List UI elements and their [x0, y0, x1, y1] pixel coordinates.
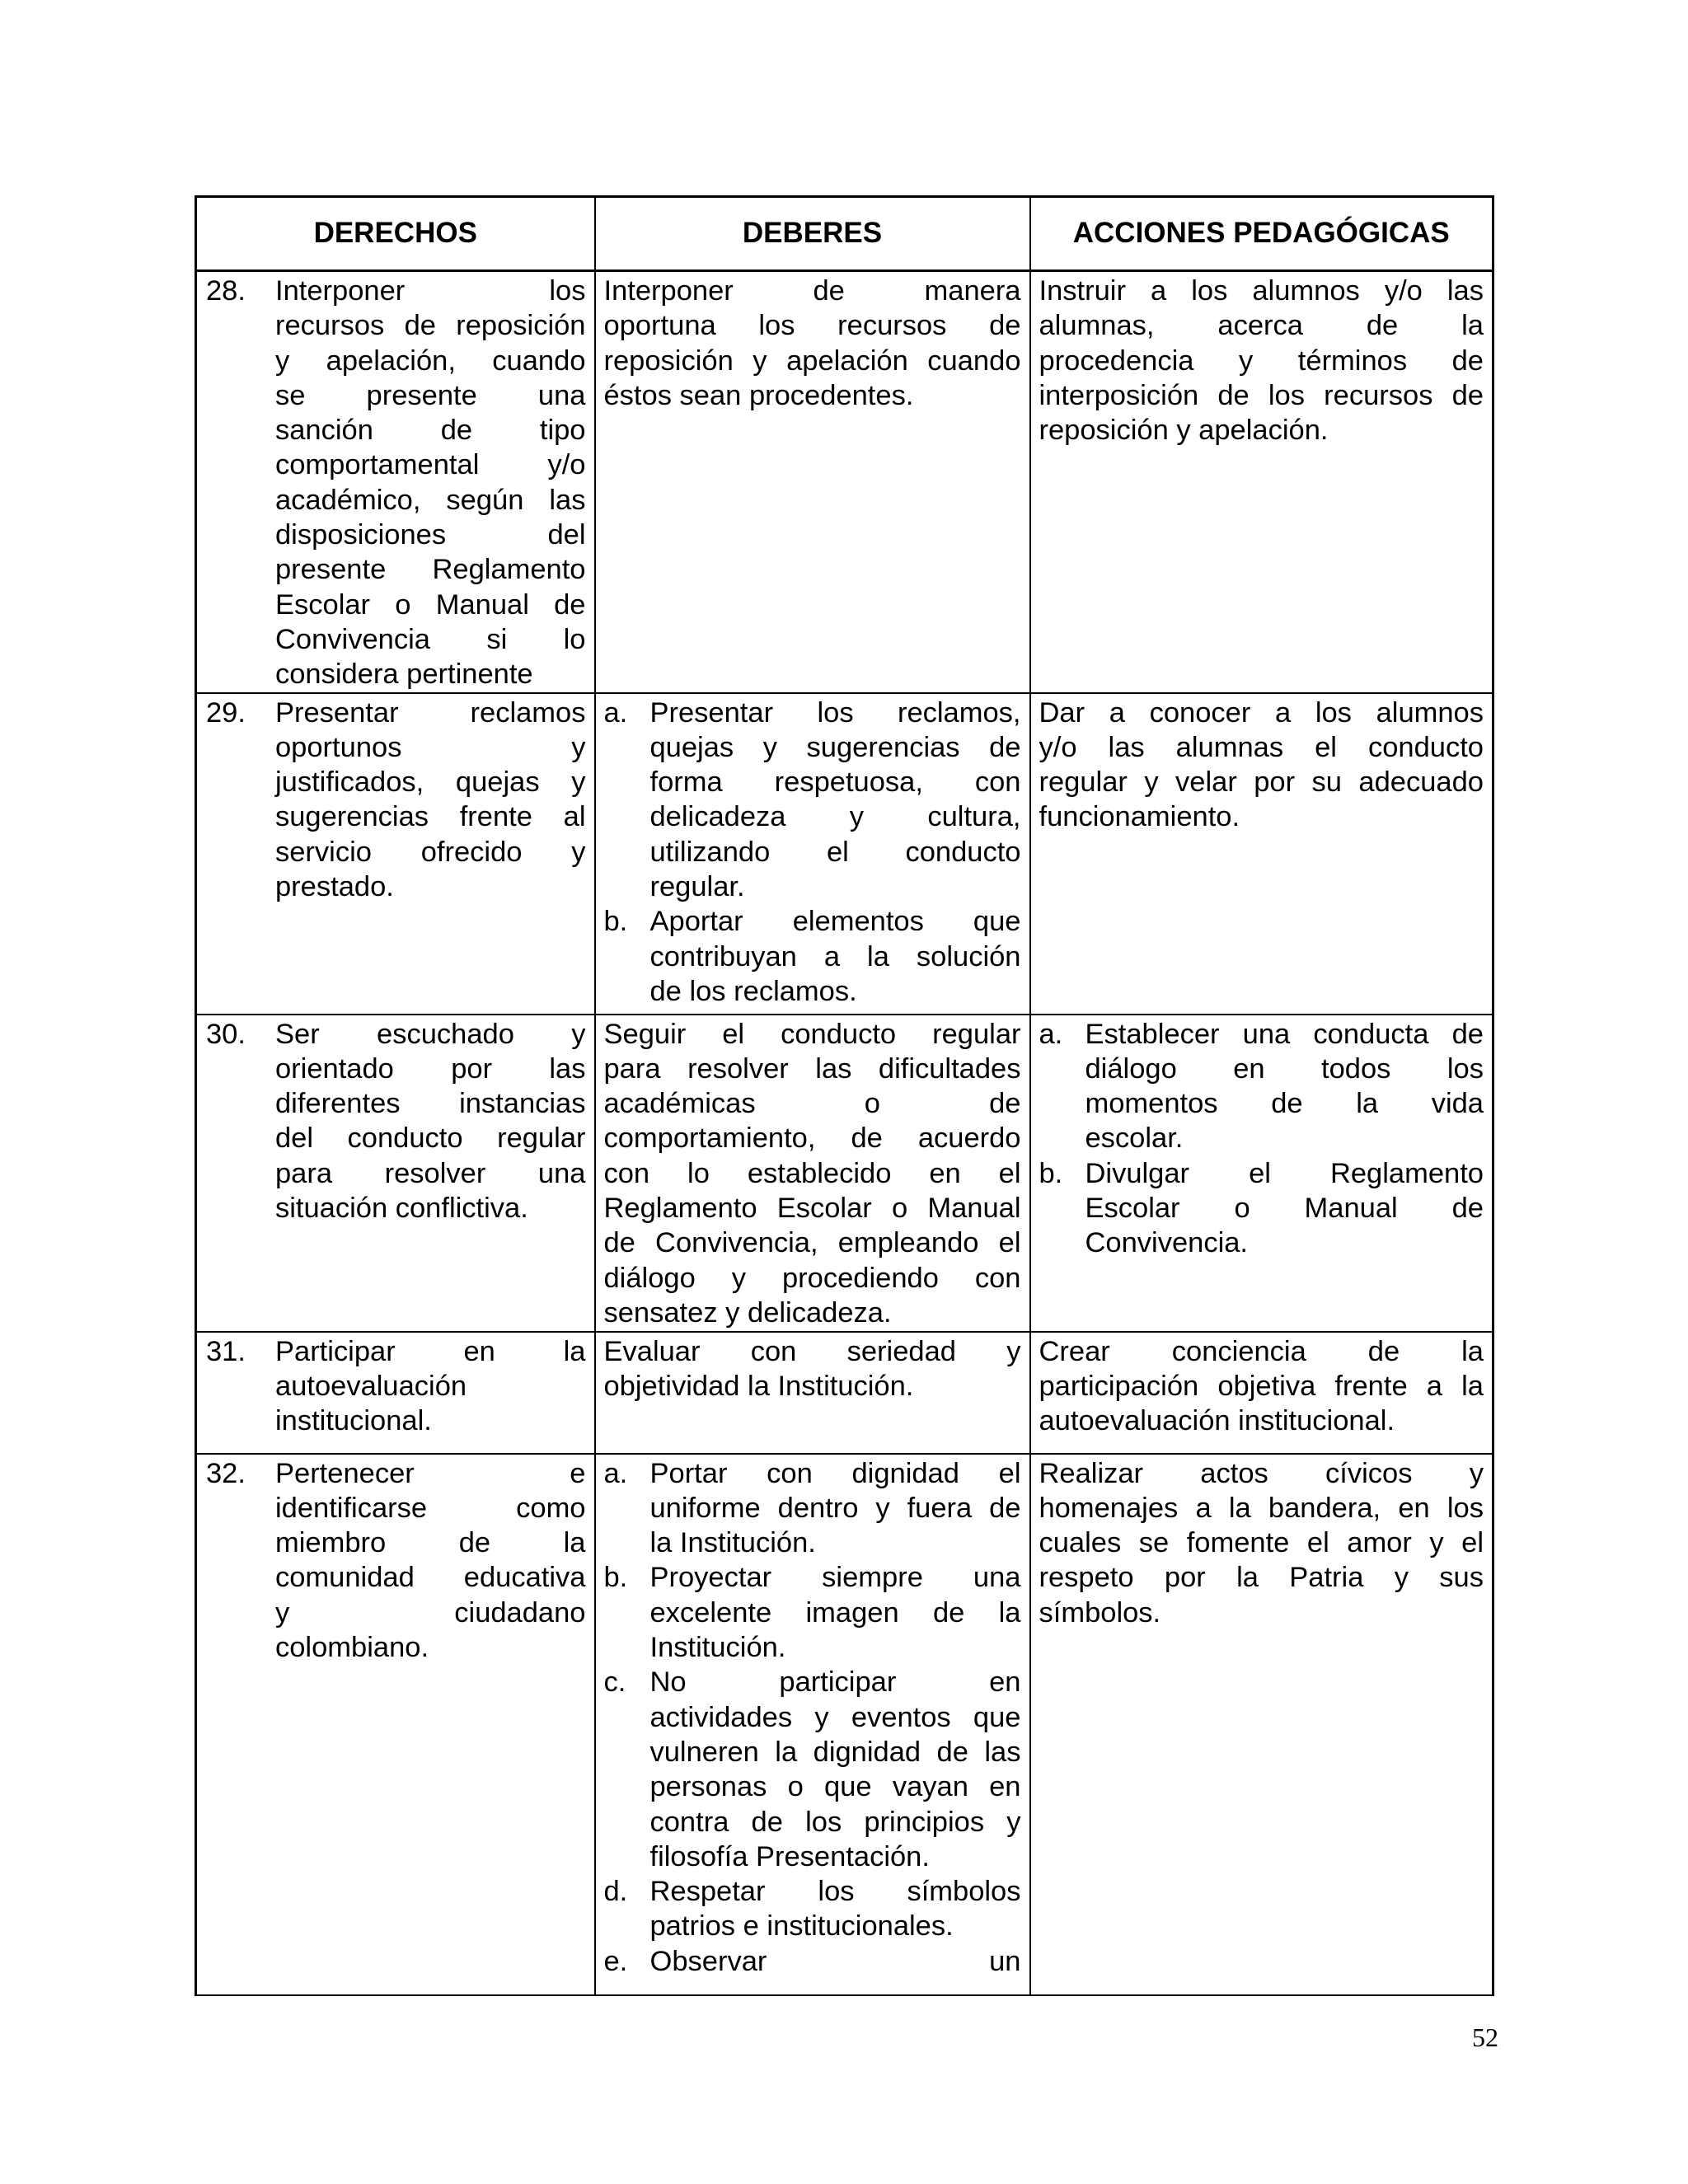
list-item: [604, 1944, 1021, 1979]
text-line: prestado.: [275, 871, 394, 903]
list-item-text: [650, 696, 1021, 905]
text-line: Ser escuchado y: [275, 1018, 586, 1050]
text-line: con lo establecido en el: [603, 1157, 1021, 1189]
derecho-text: [275, 274, 586, 692]
text-line: Aportar elementos que: [649, 906, 1021, 938]
table-body: [196, 271, 1493, 1995]
deber-cell: [595, 271, 1030, 693]
list-marker: b.: [603, 1562, 628, 1594]
text-line: comportamiento, de acuerdo: [603, 1122, 1021, 1155]
text-line: filosofía Presentación.: [649, 1840, 930, 1872]
derecho-text: [275, 696, 586, 905]
text-line: excelente imagen de la: [649, 1596, 1021, 1629]
text-line: Interponer de manera: [603, 275, 1021, 307]
text-line: Interponer los: [275, 275, 586, 307]
derecho-cell: [196, 693, 595, 1015]
list-marker: e.: [603, 1945, 628, 1977]
text-line: Pertenecer e: [275, 1457, 586, 1489]
derecho-item: [205, 1334, 586, 1439]
list-item-text: [650, 904, 1021, 1009]
text-line: uniforme dentro y fuera de: [649, 1492, 1021, 1524]
text-line: y/o las alumnas el conducto: [1039, 731, 1484, 763]
list-marker: a.: [603, 1457, 628, 1489]
text-line: procedencia y términos de: [1039, 344, 1484, 377]
item-number: 28.: [206, 275, 246, 307]
text-line: homenajes a la bandera, en los: [1039, 1492, 1484, 1524]
text-line: sugerencias frente al: [275, 801, 586, 833]
deber-cell: [595, 693, 1030, 1015]
text-line: sensatez y delicadeza.: [603, 1296, 892, 1329]
list-marker: d.: [603, 1876, 628, 1908]
text-line: orientado por las: [275, 1052, 586, 1085]
text-line: participación objetiva frente a la: [1039, 1370, 1484, 1402]
text-line: recursos de reposición: [275, 310, 586, 342]
text-line: colombiano.: [275, 1632, 429, 1664]
table-row: [196, 693, 1493, 1015]
text-line: la Institución.: [649, 1527, 816, 1559]
list-marker: b.: [1039, 1157, 1063, 1189]
text-line: Institución.: [649, 1632, 786, 1664]
text-line: contribuyan a la solución: [649, 940, 1021, 972]
text-line: contra de los principios y: [649, 1806, 1021, 1838]
text-line: Reglamento Escolar o Manual: [603, 1193, 1021, 1225]
text-line: sanción de tipo: [275, 415, 586, 447]
text-line: considera pertinente: [275, 658, 533, 691]
text-line: Divulgar el Reglamento: [1085, 1157, 1484, 1189]
text-line: Proyectar siempre una: [649, 1562, 1021, 1594]
text-line: académico, según las: [275, 484, 586, 516]
list-marker: c.: [603, 1666, 626, 1699]
text-line: No participar en: [649, 1666, 1021, 1699]
list-item: [604, 1456, 1021, 1561]
list-item-text: [650, 1456, 1021, 1561]
text-line: actividades y eventos que: [649, 1701, 1021, 1733]
text-line: Presentar reclamos: [275, 696, 586, 729]
text-line: alumnas, acerca de la: [1039, 310, 1484, 342]
accion-cell: [1030, 1015, 1493, 1332]
table-row: [196, 271, 1493, 693]
text-line: de Convivencia, empleando el: [603, 1227, 1021, 1259]
list-item: [1039, 1017, 1484, 1156]
text-line: Realizar actos cívicos y: [1039, 1457, 1484, 1489]
text-line: Evaluar con seriedad y: [603, 1335, 1021, 1367]
text-line: servicio ofrecido y: [275, 836, 586, 868]
text-line: forma respetuosa, con: [649, 766, 1021, 799]
header-deberes: DEBERES: [595, 197, 1030, 271]
text-line: Establecer una conducta de: [1085, 1018, 1484, 1050]
derecho-text: [275, 1334, 586, 1439]
text-line: Dar a conocer a los alumnos: [1039, 696, 1484, 729]
text-line: y apelación, cuando: [275, 344, 586, 377]
text-line: del conducto regular: [275, 1122, 586, 1155]
text-line: institucional.: [275, 1405, 432, 1437]
text-line: disposiciones del: [275, 519, 586, 551]
derecho-item: [205, 696, 586, 905]
text-line: símbolos.: [1039, 1596, 1161, 1629]
list-item-text: [1085, 1017, 1484, 1156]
item-number: 31.: [206, 1335, 246, 1367]
text-line: oportuna los recursos de: [603, 310, 1021, 342]
text-line: regular.: [649, 871, 745, 903]
header-derechos: DERECHOS: [196, 197, 595, 271]
text-line: se presente una: [275, 379, 586, 411]
rights-duties-table: [195, 195, 1494, 1996]
derecho-cell: [196, 271, 595, 693]
header-acciones: ACCIONES PEDAGÓGICAS: [1030, 197, 1493, 271]
text-line: éstos sean procedentes.: [603, 379, 914, 411]
table-row: [196, 1454, 1493, 1995]
text-line: Observar un: [649, 1945, 1021, 1977]
text-line: Crear conciencia de la: [1039, 1335, 1484, 1367]
text-line: Portar con dignidad el: [649, 1457, 1021, 1489]
list-marker: a.: [1039, 1018, 1063, 1050]
text-line: respeto por la Patria y sus: [1039, 1562, 1484, 1594]
text-line: interposición de los recursos de: [1039, 379, 1484, 411]
text-line: diálogo en todos los: [1085, 1052, 1484, 1085]
item-number: 32.: [206, 1457, 246, 1489]
text-line: diferentes instancias: [275, 1088, 586, 1120]
text-line: Escolar o Manual de: [1085, 1193, 1484, 1225]
derecho-item: [205, 1017, 586, 1226]
text-line: comportamental y/o: [275, 449, 586, 481]
deber-cell: [595, 1454, 1030, 1995]
accion-cell: [1030, 1454, 1493, 1995]
text-line: justificados, quejas y: [275, 766, 586, 799]
derecho-item: [205, 1456, 586, 1666]
list-item-text: [650, 1874, 1021, 1944]
table-row: [196, 1015, 1493, 1332]
text-line: funcionamiento.: [1039, 801, 1240, 833]
item-number: 29.: [206, 696, 246, 729]
text-line: regular y velar por su adecuado: [1039, 766, 1484, 799]
page-number: 52: [1472, 2022, 1498, 2052]
derecho-text: [275, 1456, 586, 1666]
text-line: delicadeza y cultura,: [649, 801, 1021, 833]
text-line: autoevaluación institucional.: [1039, 1405, 1395, 1437]
item-number: 30.: [206, 1018, 246, 1050]
derecho-cell: [196, 1015, 595, 1332]
deber-cell: [595, 1015, 1030, 1332]
derecho-cell: [196, 1454, 595, 1995]
text-line: académicas o de: [603, 1088, 1021, 1120]
list-marker: a.: [603, 696, 628, 729]
text-line: patrios e institucionales.: [649, 1910, 954, 1943]
text-line: oportunos y: [275, 731, 586, 763]
text-line: vulneren la dignidad de las: [649, 1736, 1021, 1768]
text-line: personas o que vayan en: [649, 1771, 1021, 1803]
list-item: [604, 904, 1021, 1009]
table-row: [196, 1332, 1493, 1454]
accion-cell: [1030, 271, 1493, 693]
text-line: objetividad la Institución.: [603, 1370, 914, 1402]
text-line: Participar en la: [275, 1335, 586, 1367]
text-line: momentos de la vida: [1085, 1088, 1484, 1120]
text-line: cuales se fomente el amor y el: [1039, 1527, 1484, 1559]
accion-cell: [1030, 1332, 1493, 1454]
list-item: [604, 1874, 1021, 1944]
accion-cell: [1030, 693, 1493, 1015]
text-line: comunidad educativa: [275, 1562, 586, 1594]
text-line: para resolver las dificultades: [603, 1052, 1021, 1085]
text-line: quejas y sugerencias de: [649, 731, 1021, 763]
text-line: situación conflictiva.: [275, 1193, 528, 1225]
table-header-row: [196, 197, 1493, 271]
text-line: Presentar los reclamos,: [649, 696, 1021, 729]
list-marker: b.: [603, 906, 628, 938]
derecho-item: [205, 274, 586, 692]
list-item: [1039, 1156, 1484, 1261]
text-line: Escolar o Manual de: [275, 588, 586, 621]
deber-cell: [595, 1332, 1030, 1454]
text-line: Instruir a los alumnos y/o las: [1039, 275, 1484, 307]
text-line: reposición y apelación.: [1039, 415, 1329, 447]
text-line: reposición y apelación cuando: [603, 344, 1021, 377]
text-line: Convivencia si lo: [275, 623, 586, 655]
text-line: de los reclamos.: [649, 975, 857, 1007]
list-item-text: [1085, 1156, 1484, 1261]
derecho-text: [275, 1017, 586, 1226]
text-line: identificarse como: [275, 1492, 586, 1524]
text-line: utilizando el conducto: [649, 836, 1021, 868]
text-line: autoevaluación: [275, 1370, 467, 1402]
text-line: y ciudadano: [275, 1596, 586, 1629]
text-line: miembro de la: [275, 1527, 586, 1559]
list-item: [604, 1560, 1021, 1665]
list-item: [604, 696, 1021, 905]
text-line: escolar.: [1085, 1122, 1184, 1155]
text-line: Convivencia.: [1085, 1227, 1249, 1259]
list-item-text: [650, 1665, 1021, 1874]
text-line: Respetar los símbolos: [649, 1876, 1021, 1908]
list-item-text: [650, 1944, 1021, 1979]
text-line: para resolver una: [275, 1157, 586, 1189]
text-line: Seguir el conducto regular: [603, 1018, 1021, 1050]
derecho-cell: [196, 1332, 595, 1454]
list-item-text: [650, 1560, 1021, 1665]
list-item: [604, 1665, 1021, 1874]
text-line: presente Reglamento: [275, 554, 586, 586]
text-line: diálogo y procediendo con: [603, 1262, 1021, 1294]
